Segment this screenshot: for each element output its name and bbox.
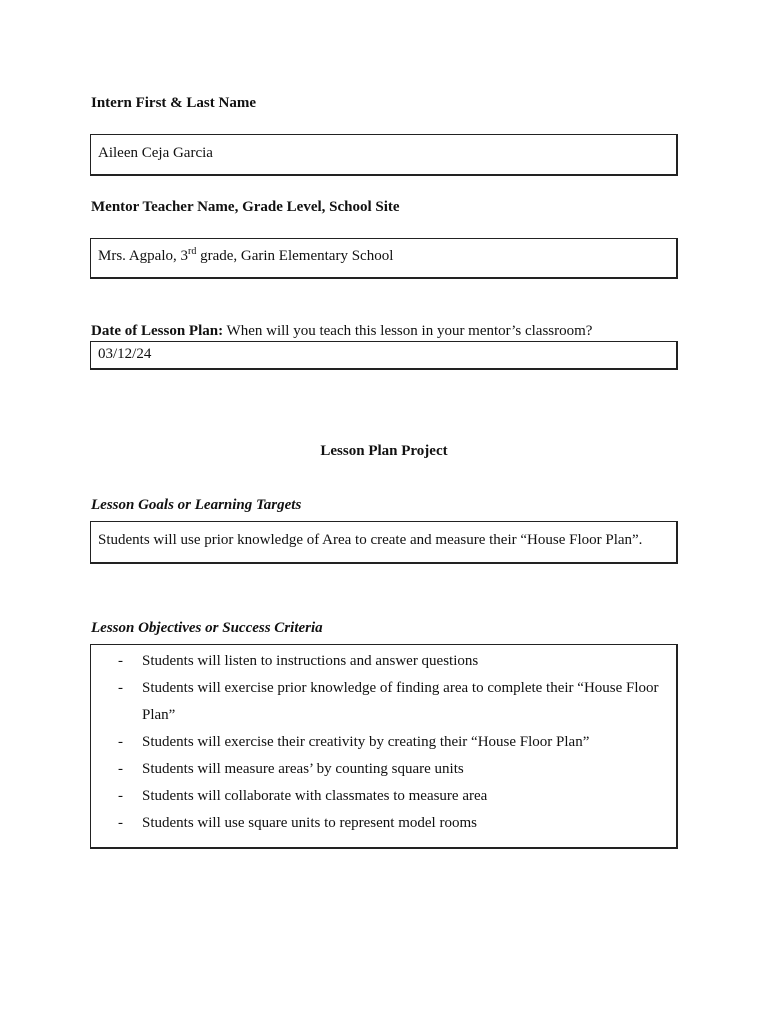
lesson-goals-label: Lesson Goals or Learning Targets: [91, 497, 302, 513]
objective-item: [91, 756, 668, 783]
intern-name-field[interactable]: [90, 134, 678, 176]
objectives-list: [91, 648, 676, 837]
intern-name-value: Aileen Ceja Garcia: [98, 145, 213, 161]
lesson-objectives-label: Lesson Objectives or Success Criteria: [91, 620, 323, 636]
lesson-goals-field[interactable]: [90, 521, 678, 564]
bullet-dash: -: [118, 680, 123, 696]
mentor-info-field[interactable]: [90, 238, 678, 279]
objective-item: [91, 810, 668, 837]
objective-item: [91, 648, 668, 675]
objective-text: Students will exercise prior knowledge of finding area to complete their “House Floor Plan”: [142, 680, 659, 723]
objective-text: Students will measure areas’ by counting square units: [142, 761, 464, 777]
objective-item: [91, 783, 668, 810]
lesson-goals-value: Students will use prior knowledge of Area to create and measure their “House Floor Plan”.: [98, 532, 643, 548]
bullet-dash: -: [118, 653, 123, 669]
bullet-dash: -: [118, 761, 123, 777]
lesson-date-label: [91, 322, 592, 340]
bullet-dash: -: [118, 788, 123, 804]
lesson-objectives-field[interactable]: [90, 644, 678, 849]
objective-text: Students will listen to instructions and answer questions: [142, 653, 479, 669]
bullet-dash: -: [118, 734, 123, 750]
objective-item: [91, 729, 668, 756]
objective-text: Students will exercise their creativity by creating their “House Floor Plan”: [142, 734, 590, 750]
lesson-date-value: 03/12/24: [98, 346, 152, 362]
objective-text: Students will use square units to represent model rooms: [142, 815, 477, 831]
mentor-info-label: Mentor Teacher Name, Grade Level, School Site: [91, 199, 400, 215]
mentor-info-value-prefix: Mrs. Agpalo, 3: [98, 248, 188, 264]
lesson-date-label-bold: Date of Lesson Plan:: [91, 323, 224, 339]
project-title: Lesson Plan Project: [320, 443, 448, 459]
mentor-info-value-suffix: grade, Garin Elementary School: [196, 248, 394, 264]
mentor-info-grade-superscript: rd: [188, 246, 197, 257]
lesson-date-field[interactable]: [90, 341, 678, 370]
bullet-dash: -: [118, 815, 123, 831]
intern-name-label: Intern First & Last Name: [91, 95, 256, 111]
lesson-date-label-question: When will you teach this lesson in your mentor’s classroom?: [223, 323, 593, 339]
objective-text: Students will collaborate with classmates to measure area: [142, 788, 488, 804]
objective-item: [91, 675, 668, 729]
